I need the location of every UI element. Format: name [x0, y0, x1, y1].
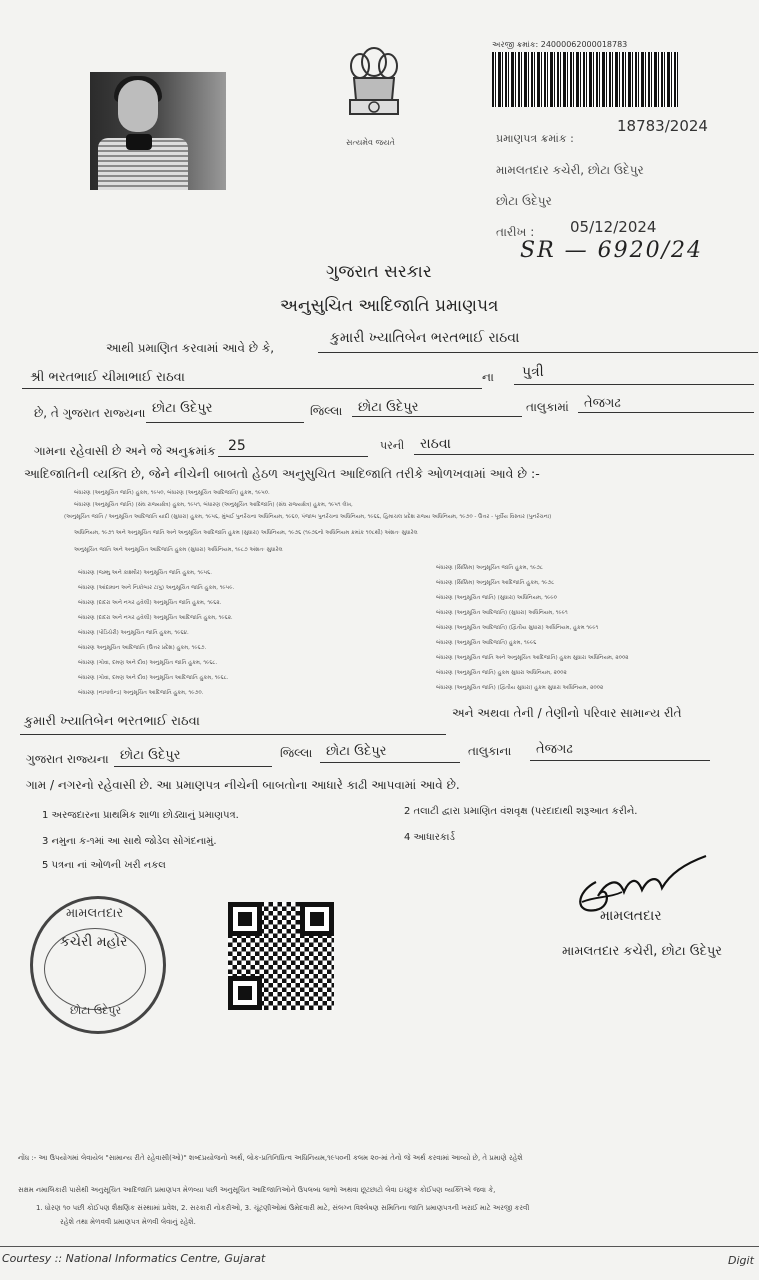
underline: [320, 762, 460, 763]
order-line: બંધારણ (અનુસૂચિત જાતિ) હુકમ, ૧૯૫૦, બંધારણ (અનુસૂચિત આદિજાતિ) હુકમ, ૧૯૫૦.: [74, 490, 270, 496]
signatory-office: મામલતદાર કચેરી, છોટા ઉદેપુર: [562, 944, 723, 959]
underline: [318, 352, 758, 353]
underline: [352, 416, 522, 417]
order-line: બંધારણ (દાદરા અને નગર હવેલી) અનુસૂચિત જાતિ હુકમ, ૧૯૬૨.: [78, 600, 222, 606]
order-line: બંધારણ (અનુસૂચિત જાતિ) હુકમ સુધારા અધિનિયમ, ૨૦૦૨: [436, 670, 567, 676]
basis-statement: ગામ / નગરનો રહેવાસી છે. આ પ્રમાણપત્ર નીચેની બાબતોના આધારે કાઢી આપવામાં આવે છે.: [26, 778, 460, 792]
order-line: બંધારણ (ગોવા, દમણ અને દીવ) અનુસૂચિત જાતિ હુકમ, ૧૯૬૮.: [78, 660, 218, 666]
order-line: બંધારણ (આંદામાન અને નિકોબાર ટાપુ) અનુસૂચિત જાતિ હુકમ, ૧૯૫૯.: [78, 585, 235, 591]
footer-divider: [0, 1246, 759, 1247]
underline: [114, 766, 272, 767]
order-line: બંધારણ (અનુસૂચિત જાતિ) (સુધારા) અધિનિયમ, ૧૯૯૦: [436, 595, 557, 601]
underline: [22, 388, 482, 389]
issue-date: 05/12/2024: [570, 218, 657, 236]
tribe-name: રાઠવા: [420, 436, 451, 452]
taluka: તેજગઢ: [584, 396, 621, 411]
applicant-photo: [90, 72, 226, 190]
district-town: છોટા ઉદેપુર: [152, 401, 213, 416]
order-line: બંધારણ (જમ્મુ અને કાશ્મીર) અનુસૂચિત જાતિ હુકમ, ૧૯૫૬.: [78, 570, 212, 576]
note-line: નોંધ :- આ ઉપયોગમાં લેવાયેલ "સામાન્ય રીતે રહેવાસી(ઓ)" શબ્દપ્રયોજનો અર્થ, લોક-પ્રતિનિધિત્વ અધિનિયમ,૧૯૫૦ની કલમ ૨૦-માં તેનો જે અર્થ કરવામાં આવ્યો છે, તે પ્રમાણે રહેશે: [18, 1154, 523, 1162]
note-line: સક્ષમ નમાલિકારી પાસેથી અનુસૂચિત આદિજાતિ પ્રમાણપત્ર મેળવ્યા પછી અનુસૂચિત આદિજાતિઓને ઉપલબ્ધ લાભો અથવા છૂટછાટો લેવા ઇચ્છુક કોઈપણ વ્યક્તિએ જવા કે,: [18, 1186, 496, 1194]
seal-text-top: મામલતદાર: [66, 906, 124, 921]
taluka-label-2: તાલુકાના: [468, 744, 512, 758]
seal-text-bottom: છોટા ઉદેપુર: [70, 1004, 122, 1017]
order-line: બંધારણ (ગોવા, દમણ અને દીવ) અનુસૂચિત આદિજાતિ હુકમ, ૧૯૬૮.: [78, 675, 229, 681]
state-prefix: છે, તે ગુજરાત રાજ્યના: [34, 406, 146, 420]
underline: [514, 384, 754, 385]
cert-no: 18783/2024: [617, 117, 708, 135]
order-line: બંધારણ (અનુસૂચિત આદિજાતિ) હુકમ, ૧૯૯૬: [436, 640, 537, 646]
application-number: અરજી ક્રમાંક: 24000062000018783: [492, 40, 628, 49]
document-item: 5 પત્રના નાં ઓળની ખરી નકલ: [42, 860, 166, 871]
footer-right-text: Digit: [728, 1254, 754, 1267]
emblem-motto: સત્યમેવ જયતે: [346, 138, 395, 147]
district: છોટા ઉદેપુર: [358, 400, 419, 415]
barcode: [492, 52, 678, 107]
family-text: અને અથવા તેની / તેણીનો પરિવાર સામાન્ય રીતે: [452, 706, 682, 720]
father-name: શ્રી ભરતભાઈ ચીમાભાઈ રાઠવા: [30, 370, 185, 385]
document-item: 2 તલાટી દ્વારા પ્રમાણિત વંશવૃક્ષ (પરદાદાથી શરૂઆત કરીને.: [404, 806, 638, 817]
order-line: અધિનિયમ, ૧૯૭૧ અને અનુસૂચિત જાતિ અને અનુસૂચિત આદિજાતિ હુકમ (સુધારા) અધિનિયમ, ૧૯૭૬ (૧૯૭૬નો અધિનિયમ ક્રમાંક ૧૦૮થી) અંશતઃ સુધારેલ: [74, 530, 418, 536]
relation: પુત્રી: [522, 364, 544, 380]
order-line: બંધારણ અનુસૂચિત આદિજાતિ (ઉત્તર પ્રદેશ) હુકમ, ૧૯૬૭.: [78, 645, 207, 651]
resident-prefix: ગામના રહેવાસી છે અને જે અનુક્રમાંક: [34, 444, 216, 458]
order-line: બંધારણ (અનુસૂચિત જાતિ) (દ્વિતીય સુધારા) હુકમ સુધારા અધિનિયમ, ૨૦૦૨: [436, 685, 604, 691]
order-line: (અનુસૂચિત જાતિ / અનુસૂચિત આદિજાતિ યાદી (સુધારા) હુકમ, ૧૯૫૬, મુંબઈ પુનર્રચના અધિનિયમ, ૧૯૬૦, પંજાબ પુનર્રચના અધિનિયમ, ૧૯૬૬, હિમાચલ પ્રદેશ રાજ્ય અધિનિયમ, ૧૯૭૦ - ઉત્તર - પૂર્વીય વિસ્તાર (પુનર્રચના): [64, 514, 552, 520]
cert-no-label: પ્રમાણપત્ર ક્રમાંક :: [496, 132, 574, 145]
certificate-title: અનુસુચિત આદિજાતિ પ્રમાણપત્ર: [280, 296, 499, 316]
note-line: રહેશે તથા મેળવવી પ્રમાણપત્ર મેળવી લેવાનું રહેશે.: [60, 1218, 196, 1226]
taluka-label: તાલુકામાં: [526, 400, 569, 414]
order-line: બંધારણ (અનુસૂચિત આદિજાતિ) (દ્વિતીય સુધારા) અધિનિયમ, હુકમ ૧૯૯૧: [436, 625, 599, 631]
footer-courtesy: Courtesy :: National Informatics Centre, Gujarat: [2, 1252, 266, 1265]
signatory-title: મામલતદાર: [600, 908, 662, 924]
district-2: છોટા ઉદેપુર: [326, 744, 387, 759]
order-line: બંધારણ (પોંડિચેરી) અનુસૂચિત જાતિ હુકમ, ૧૯૬૪.: [78, 630, 189, 636]
government-title: ગુજરાત સરકાર: [326, 262, 432, 282]
applicant-name: કુમારી ખ્યાતિબેન ભરતભાઈ રાઠવા: [330, 330, 520, 346]
certify-prefix: આથી પ્રમાણિત કરવામાં આવે છે કે,: [106, 341, 275, 355]
underline: [146, 422, 304, 423]
per-label: પરની: [380, 439, 405, 452]
serial-number: 25: [228, 438, 246, 454]
date-label: તારીખ :: [496, 225, 535, 239]
underline: [20, 734, 446, 735]
order-line: બંધારણ (અનુસૂચિત જાતિ અને અનુસૂચિત આદિજાતિ) હુકમ સુધારા અધિનિયમ, ૨૦૦૨: [436, 655, 629, 661]
order-line: બંધારણ (દાદરા અને નગર હવેલી) અનુસૂચિત આદિજાતિ હુકમ, ૧૯૬૨.: [78, 615, 233, 621]
issuing-place: છોટા ઉદેપુર: [496, 194, 552, 208]
underline: [578, 412, 754, 413]
document-item: 3 નમુના ક-૧માં આ સાથે જોડેલ સોગંદનામું.: [42, 836, 217, 847]
underline: [530, 760, 710, 761]
handwritten-reference: SR — 6920/24: [520, 238, 704, 263]
issuing-office: મામલતદાર કચેરી, છોટા ઉદેપુર: [496, 163, 644, 177]
order-line: બંધારણ (નાગાલેન્ડ) અનુસૂચિત આદિજાતિ હુકમ, ૧૯૭૦.: [78, 690, 204, 696]
seal-text-mid: કચેરી મહોર: [60, 934, 128, 950]
applicant-name-repeat: કુમારી ખ્યાતિબેન ભરતભાઈ રાઠવા: [24, 714, 200, 729]
order-line: બંધારણ (સિક્કિમ) અનુસૂચિત આદિજાતિ હુકમ, ૧૯૭૮: [436, 580, 555, 586]
underline: [414, 454, 754, 455]
national-emblem-icon: [340, 40, 408, 132]
district-label: જિલ્લા: [310, 404, 343, 418]
district-label-2: જિલ્લા: [280, 746, 313, 760]
qr-code: [228, 902, 334, 1010]
order-line: અનુસૂચિત જાતિ અને અનુસૂચિત આદિજાતિ હુકમ (સુધારા) અધિનિયમ, ૧૯૮૭ અંશતઃ સુધારેલ: [74, 547, 283, 553]
state-prefix-2: ગુજરાત રાજ્યના: [26, 752, 109, 766]
taluka-2: તેજગઢ: [536, 742, 573, 757]
order-line: બંધારણ (સિક્કિમ) અનુસૂચિત જાતિ હુકમ, ૧૯૭૮: [436, 565, 543, 571]
tribe-statement: આદિજાતિની વ્યક્તિ છે, જેને નીચેની બાબતો હેઠળ અનુસુચિત આદિજાતિ તરીકે ઓળખવામાં આવે છે :-: [24, 466, 540, 481]
underline: [218, 456, 368, 457]
document-item: 4 આધારકાર્ડ: [404, 832, 455, 843]
order-line: બંધારણ (અનુસૂચિત જાતિ) (સંઘ રાજ્યક્ષેત્ર) હુકમ, ૧૯૫૧, બંધારણ (અનુસૂચિત આદિજાતિ) (સંઘ રાજ્યક્ષેત્ર) હુકમ, ૧૯૫૧ લેખ,: [74, 502, 353, 508]
note-line: 1. ધોરણ ૧૦ પછી કોઈપણ શૈક્ષણિક સંસ્થામાં પ્રવેશ, 2. સરકારી નોકરીઓ, 3. ચૂંટણીઓમાં ઉમેદવારી માટે, સંલગ્ન વિશ્લેષણ સમિતિના જાતિ પ્રમાણપત્રની ખરાઈ માટે અરજી કરવી: [36, 1204, 530, 1212]
district-town-2: છોટા ઉદેપુર: [120, 748, 181, 763]
order-line: બંધારણ (અનુસૂચિત આદિજાતિ) (સુધારા) અધિનિયમ, ૧૯૯૧: [436, 610, 568, 616]
relation-label: ના: [482, 370, 494, 384]
document-item: 1 અરજદારના પ્રાથમિક શાળા છોડ્યાનું પ્રમાણપત્ર.: [42, 810, 239, 821]
